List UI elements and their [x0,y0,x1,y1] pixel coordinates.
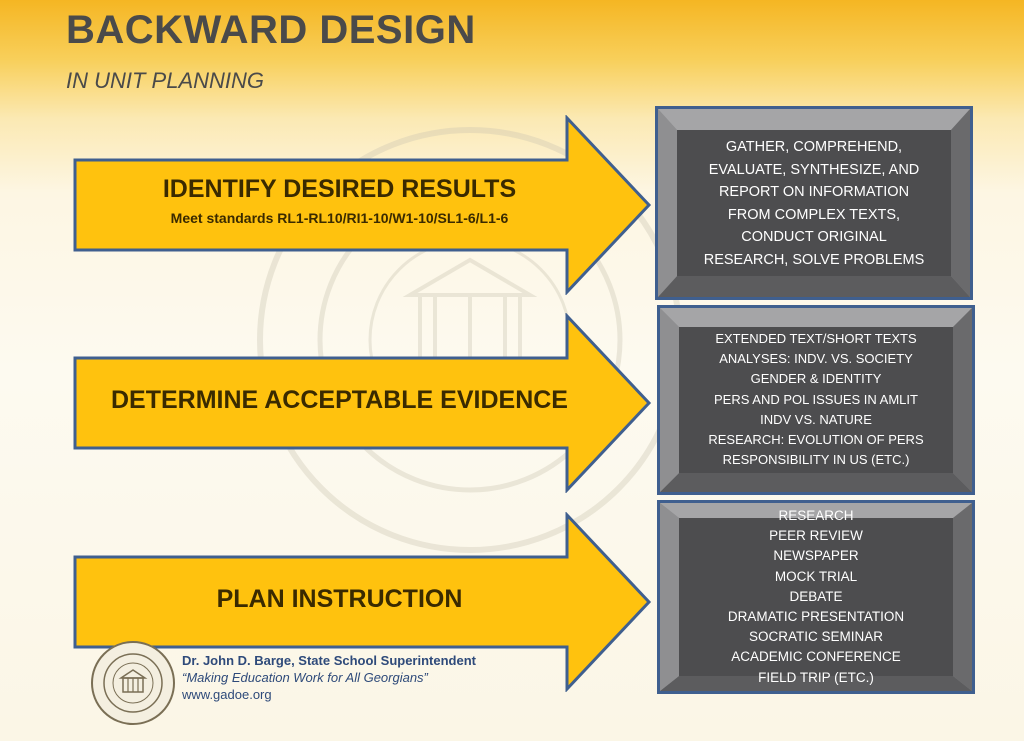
arrow-subtitle: Meet standards RL1-RL10/RI1-10/W1-10/SL1-6/L1-6 [170,210,509,226]
arrow-determine-evidence [72,313,652,493]
georgia-doe-seal-icon [90,640,176,726]
box-desired-results [655,106,973,300]
box-line: RESEARCH: EVOLUTION OF PERS [708,432,924,448]
footer-url-link[interactable]: www.gadoe.org [182,687,272,702]
arrow-identify-results [72,115,652,295]
box-line: FROM COMPLEX TEXTS, [727,206,901,223]
slide-subtitle: IN UNIT PLANNING [66,68,265,93]
box-line: RESEARCH, SOLVE PROBLEMS [703,251,925,268]
box-line: NEWSPAPER [773,548,859,564]
box-line: REPORT ON INFORMATION [718,184,910,200]
slide-title: BACKWARD DESIGN [66,8,476,52]
box-line: PEER REVIEW [769,528,863,544]
box-line: ANALYSES: INDV. VS. SOCIETY [719,351,913,367]
footer-slogan: “Making Education Work for All Georgians” [182,670,428,685]
footer [182,652,476,703]
box-line: ACADEMIC CONFERENCE [731,649,901,665]
box-line: DEBATE [789,588,843,604]
arrow-title: PLAN INSTRUCTION [216,585,463,613]
box-line: EVALUATE, SYNTHESIZE, AND [708,161,920,178]
box-instruction [657,500,975,694]
box-line: RESPONSIBILITY IN US (ETC.) [722,452,910,468]
box-evidence [657,305,975,495]
box-line: MOCK TRIAL [774,568,858,584]
box-line: RESEARCH [778,508,854,523]
box-line: GENDER & IDENTITY [750,371,882,387]
box-line: PERS AND POL ISSUES IN AMLIT [714,391,918,407]
box-line: SOCRATIC SEMINAR [748,629,883,645]
box-line: GATHER, COMPREHEND, [725,139,903,155]
box-line: CONDUCT ORIGINAL [741,229,887,245]
box-line: FIELD TRIP (ETC.) [758,669,874,685]
footer-superintendent: Dr. John D. Barge, State School Superintendent [182,653,476,668]
box-line: DRAMATIC PRESENTATION [727,609,905,625]
arrow-title: DETERMINE ACCEPTABLE EVIDENCE [111,386,568,414]
arrow-title: IDENTIFY DESIRED RESULTS [162,175,517,203]
box-line: INDV VS. NATURE [760,411,872,427]
box-line: EXTENDED TEXT/SHORT TEXTS [715,331,917,346]
